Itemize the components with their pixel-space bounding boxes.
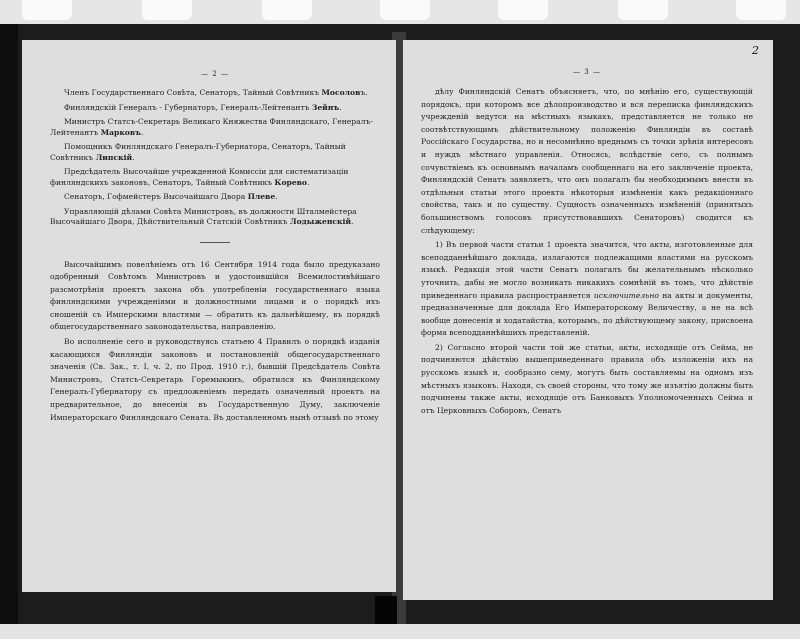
member-entry — [50, 192, 380, 203]
film-strip-bottom — [0, 624, 800, 639]
paragraph: Высочайшимъ повелѣніемъ отъ 16 Сентября 1914 года было предуказано одобренный Совѣтомъ Министровъ и удостоившійся Всемилостивѣйшаго разсмотрѣнія проектъ закона объ употребленіи государственнаго языка финляндскими учрежденіями и должностными лицами и о порядкѣ ихъ сношеній съ Имперскими властями — обратить къ дальнѣйшему, въ порядкѣ общегосударственнаго законодательства, направленію. — [50, 259, 380, 332]
paragraph-text: на акты и документы, предназначенные для доклада Его Императорскому Величеству, а не на всѣ вообще донесенія и ходатайства, которымъ, по дѣйствующему закону, присвоена форма всеподданнѣйшихъ представленій. — [421, 290, 753, 338]
right-page — [403, 40, 773, 600]
member-title: Предсѣдатель Высочайше учрежденной Комиссіи для систематизаціи финляндскихъ законовъ, Сенаторъ, Тайный Совѣтникъ — [50, 167, 349, 187]
paragraph — [421, 239, 753, 340]
paragraph: Во исполненіе сего и руководствуясь статьею 4 Правилъ о порядкѣ изданія касающихся Финляндіи законовъ и постановленій общегосударственнаго значенія (Св. Зак., т. I, ч. 2, по Прод. 1910 г.), бывшій Предсѣдатель Совѣта Министровъ, Статсъ-Секретарь Горемыкинъ, обратился къ Финляндскому Генералъ-Губернатору съ предложеніемъ передать означенный проектъ на предварительное, до внесенія въ Государственную Думу, заключеніе Императорскаго Финляндскаго Сената. Въ доставленномъ нынѣ отзывѣ по этому — [50, 337, 380, 422]
member-suffix: . — [140, 127, 144, 137]
member-name: Зейнъ — [311, 102, 340, 112]
member-title: Членъ Государственнаго Совѣта, Сенаторъ, Тайный Совѣтникъ — [64, 88, 322, 97]
film-perforation — [498, 0, 548, 20]
member-suffix: ъ. — [360, 88, 368, 97]
member-title: Финляндскій Генералъ - Губернаторъ, Генералъ-Лейтенантъ — [64, 102, 312, 112]
member-list — [50, 88, 380, 228]
member-title: Сенаторъ, Гофмейстеръ Высочайшаго Двора — [64, 192, 248, 201]
member-entry — [50, 167, 380, 188]
member-entry — [50, 117, 380, 138]
film-perforation — [618, 0, 668, 20]
divider — [200, 242, 230, 243]
gutter-shadow — [375, 596, 397, 624]
film-perforation — [262, 0, 312, 20]
member-name: Плеве — [247, 192, 276, 201]
member-name: Лодыженскій — [289, 217, 352, 226]
member-suffix: . — [339, 102, 342, 112]
page-number: — 2 — — [201, 70, 229, 78]
member-suffix: . — [132, 152, 135, 162]
member-entry — [50, 88, 380, 99]
film-perforation — [22, 0, 72, 20]
film-strip-top — [0, 0, 800, 24]
member-name: Мосолов — [321, 88, 361, 97]
left-page — [22, 40, 396, 592]
corner-mark: 2 — [752, 44, 759, 57]
member-title: Управляющій дѣлами Совѣта Министровъ, въ должности Шталмейстера Высочайшаго Двора, Дѣйствительный Статскій Совѣтникъ — [50, 206, 357, 226]
member-suffix: . — [275, 192, 278, 201]
film-perforation — [736, 0, 786, 20]
paragraph: дѣлу Финляндскій Сенатъ объясняетъ, что, по мнѣнію его, существующій порядокъ, при которомъ все дѣлопроизводство и вся переписка финляндскихъ учрежденій ведутся на мѣстныхъ языкахъ, представляется не только не соотвѣтствующимъ дѣйствительному положенію Финляндіи въ составѣ Россійскаго Государства, но и несомнѣнно вреднымъ съ точки зрѣнія интересовъ и нуждъ мѣстнаго управленія. Относясь, вслѣдствіе сего, съ полнымъ сочувствіемъ къ основнымъ началамъ сообщеннаго на его заключеніе проекта, Финляндскій Сенатъ заявляетъ, что онъ полагалъ бы необходимымъ внести въ отдѣльныя статьи этого проекта нѣкоторыя измѣненія какъ редакціоннаго свойства, такъ и по существу. Сущность означенныхъ измѣненій (принятыхъ большинствомъ голосовъ присутствовавшихъ Сенаторовъ) сводится къ слѣдующему: — [421, 87, 753, 235]
film-edge — [0, 24, 18, 624]
member-entry — [50, 103, 380, 114]
member-entry — [50, 207, 380, 228]
paragraph-text: 1) Въ первой части статьи 1 проекта значится, что акты, изготовленные для всеподданнѣйшаго доклада, излагаются подлежащими властями на русскомъ языкѣ. Редакція этой части Сенатъ полагалъ бы желательнымъ нѣсколько уточнить, дабы не могло возникать никакихъ сомнѣній въ томъ, что дѣйствіе приведеннаго правила распространяется — [421, 240, 753, 300]
member-name: Марковъ — [100, 127, 141, 137]
member-suffix: . — [351, 217, 354, 226]
member-name: Корево — [274, 177, 307, 187]
member-title: Помощникъ Финляндскаго Генералъ-Губернатора, Сенаторъ, Тайный Совѣтникъ — [50, 142, 346, 162]
page-number: — 3 — — [573, 68, 601, 76]
member-title: Министръ Статсъ-Секретарь Великаго Княжества Финляндскаго, Генералъ-Лейтенантъ — [50, 117, 373, 137]
member-suffix: . — [307, 177, 310, 187]
paragraph: 2) Согласно второй части той же статьи, акты, исходящіе отъ Сейма, не подчиняются дѣйствію вышеприведеннаго правила объ изложеніи ихъ на русскомъ языкѣ и, сообразно сему, могутъ быть составляемы на одномъ изъ мѣстныхъ языковъ. Находя, съ своей стороны, что тому же изъятію должны быть подчинены также акты, исходящіе отъ Банковыхъ Уполномоченныхъ Сейма и отъ Церковныхъ Соборовъ, Сенатъ — [421, 342, 753, 415]
member-entry — [50, 142, 380, 163]
film-perforation — [142, 0, 192, 20]
member-name: Липскій — [95, 152, 133, 162]
film-perforation — [380, 0, 430, 20]
emphasis: исключительно — [593, 290, 659, 300]
